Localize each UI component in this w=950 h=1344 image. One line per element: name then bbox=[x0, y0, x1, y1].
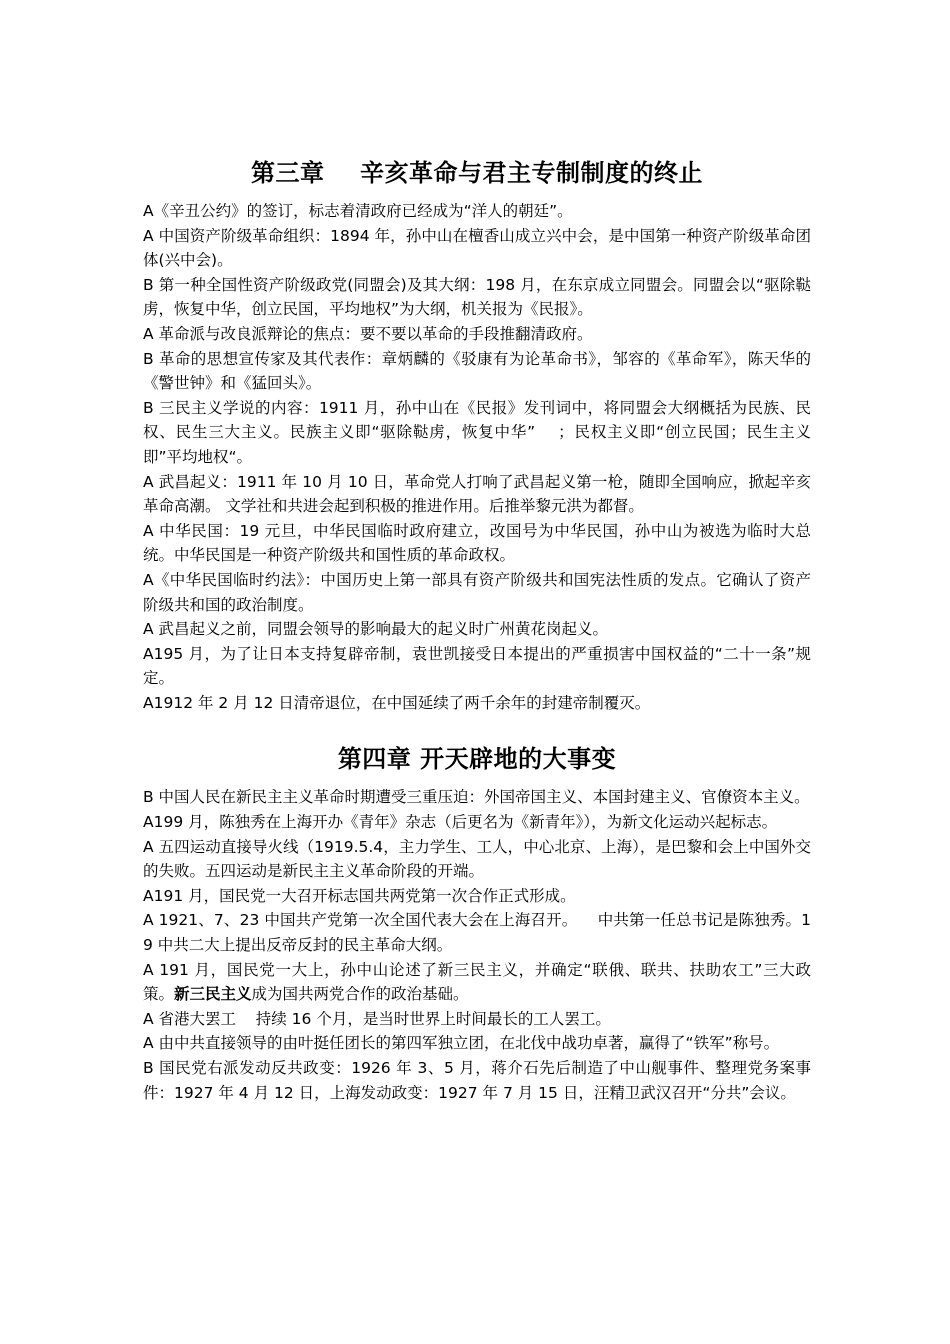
chapter-3-paragraph-5: B 革命的思想宣传家及其代表作：章炳麟的《驳康有为论革命书》，邹容的《革命军》，陈天华的《警世钟》和《猛回头》。 bbox=[143, 349, 811, 393]
chapter-4-paragraph-2: A199 月，陈独秀在上海开办《青年》杂志（后更名为《新青年》），为新文化运动兴起标志。 bbox=[143, 813, 778, 832]
chapter-4-paragraph-1: B 中国人民在新民主主义革命时期遭受三重压迫：外国帝国主义、本国封建主义、官僚资本主义。 bbox=[143, 788, 810, 807]
chapter-4-paragraph-6 bbox=[143, 958, 811, 1007]
chapter-4-paragraph-9: B 国民党右派发动反共政变：1926 年 3、5 月，蒋介石先后制造了中山舰事件、整理党务案事件：1927 年 4 月 12 日，上海发动政变：1927 年 7 月 15 日，汪精卫武汉召开“分共”会议。 bbox=[143, 1059, 811, 1102]
chapter-3-paragraph-1: A《辛丑公约》的签订，标志着清政府已经成为“洋人的朝廷”。 bbox=[143, 202, 573, 220]
chapter-3-paragraph-2: A 中国资产阶级革命组织：1894 年，孙中山在檀香山成立兴中会，是中国第一种资产阶级革命团体(兴中会)。 bbox=[143, 226, 811, 270]
chapter-4-paragraph-6-text-before: A 191 月，国民党一大上，孙中山论述了新三民主义，并确定“联俄、联共、扶助农工”三大政策。 bbox=[143, 960, 811, 1004]
chapter-4-paragraph-7: A 省港大罢工 持续 16 个月，是当时世界上时间最长的工人罢工。 bbox=[143, 1009, 611, 1028]
document-content bbox=[143, 155, 811, 1105]
chapter-3-paragraph-6: B 三民主义学说的内容：1911 月，孙中山在《民报》发刊词中，将同盟会大纲概括为民族、民权、民生三大主义。民族主义即“驱除鞑虏，恢复中华” ；民权主义即“创立民国；民生主义即”平均地权“。 bbox=[143, 398, 811, 466]
chapter-3-paragraph-7: A 武昌起义：1911 年 10 月 10 日，革命党人打响了武昌起义第一枪，随即全国响应，掀起辛亥革命高潮。 文学社和共进会起到积极的推进作用。后推举黎元洪为都督。 bbox=[143, 472, 811, 516]
chapter-4-title: 第四章 开天辟地的大事变 bbox=[337, 745, 617, 774]
chapter-4-paragraph-5: A 1921、7、23 中国共产党第一次全国代表大会在上海召开。 中共第一任总书记是陈独秀。19 中共二大上提出反帝反封的民主革命大纲。 bbox=[143, 911, 811, 955]
chapter-3-paragraph-10: A 武昌起义之前，同盟会领导的影响最大的起义时广州黄花岗起义。 bbox=[143, 620, 609, 639]
chapter-3-title: 第三章 辛亥革命与君主专制制度的终止 bbox=[251, 159, 703, 187]
chapter-4-paragraph-6-text-after: 成为国共两党合作的政治基础。 bbox=[251, 985, 469, 1004]
chapter-4-paragraph-4: A191 月，国民党一大召开标志国共两党第一次合作正式形成。 bbox=[143, 886, 576, 905]
chapter-3-paragraph-4: A 革命派与改良派辩论的焦点：要不要以革命的手段推翻清政府。 bbox=[143, 324, 593, 343]
chapter-3-paragraph-9: A《中华民国临时约法》：中国历史上第一部具有资产阶级共和国宪法性质的发点。它确认了资产阶级共和国的政治制度。 bbox=[143, 570, 811, 614]
chapter-3-paragraph-12: A1912 年 2 月 12 日清帝退位，在中国延续了两千余年的封建帝制覆灭。 bbox=[143, 693, 651, 712]
chapter-3-paragraph-3: B 第一种全国性资产阶级政党(同盟会)及其大纲：198 月，在东京成立同盟会。同盟会以“驱除鞑虏，恢复中华，创立民国，平均地权”为大纲，机关报为《民报》。 bbox=[143, 275, 811, 319]
chapter-3-paragraph-11: A195 月，为了让日本支持复辟帝制，袁世凯接受日本提出的严重损害中国权益的“二十一条”规定。 bbox=[143, 644, 811, 688]
chapter-3-paragraph-8: A 中华民国：19 元旦，中华民国临时政府建立，改国号为中华民国，孙中山为被选为临时大总统。中华民国是一种资产阶级共和国性质的革命政权。 bbox=[143, 521, 811, 565]
chapter-4-paragraph-8: A 由中共直接领导的由叶挺任团长的第四军独立团，在北伐中战功卓著，赢得了“铁军”称号。 bbox=[143, 1034, 780, 1053]
chapter-4-paragraph-3: A 五四运动直接导火线（1919.5.4，主力学生、工人，中心北京、上海），是巴黎和会上中国外交的失败。五四运动是新民主主义革命阶段的开端。 bbox=[143, 837, 811, 881]
chapter-4-paragraph-6-bold-term: 新三民主义 bbox=[174, 985, 252, 1004]
